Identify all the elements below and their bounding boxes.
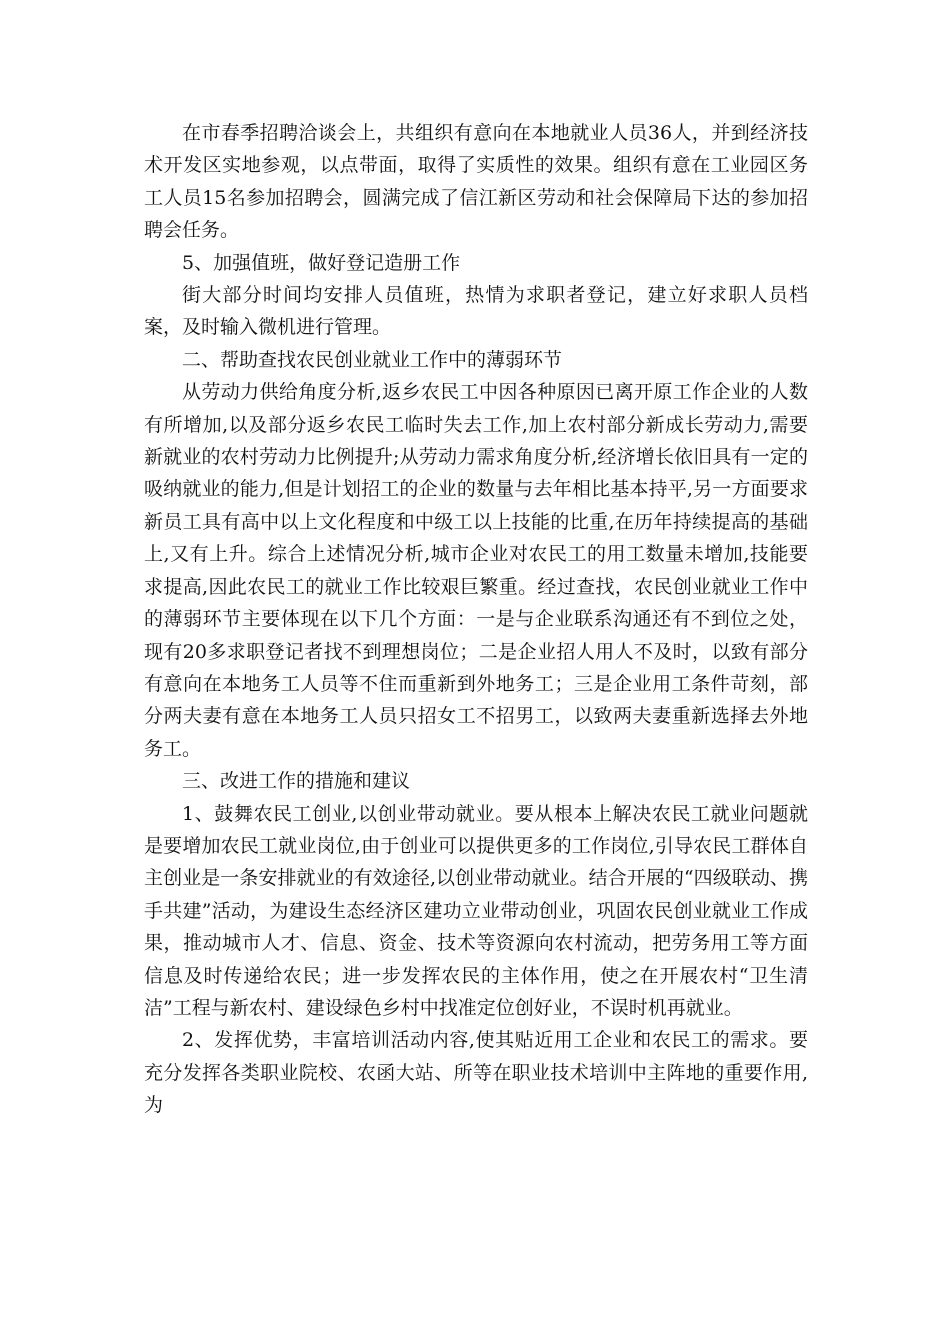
paragraph-recruitment-fair: 在市春季招聘洽谈会上，共组织有意向在本地就业人员36人，并到经济技术开发区实地参观，以点带面，取得了实质性的效果。组织有意在工业园区务工人员15名参加招聘会，圆满完成了信江新区劳动和社会保障局下达的参加招聘会任务。 (144, 122, 808, 242)
paragraph-training: 2、发挥优势，丰富培训活动内容,使其贴近用工企业和农民工的需求。要充分发挥各类职业院校、农函大站、所等在职业技术培训中主阵地的重要作用,为 (144, 1029, 808, 1117)
paragraph-duty-registration: 街大部分时间均安排人员值班，热情为求职者登记，建立好求职人员档案，及时输入微机进行管理。 (144, 284, 808, 339)
heading-section-three: 三、改进工作的措施和建议 (182, 770, 411, 793)
heading-section-two: 二、帮助查找农民创业就业工作中的薄弱环节 (182, 348, 563, 371)
paragraph-weak-links: 从劳动力供给角度分析,返乡农民工中因各种原因已离开原工作企业的人数有所增加,以及部分返乡农民工临时失去工作,加上农村部分新成长劳动力,需要新就业的农村劳动力比例提升;从劳动力需求角度分析,经济增长依旧具有一定的吸纳就业的能力,但是计划招工的企业的数量与去年相比基本持平,另一方面要求新员工具有高中以上文化程度和中级工以上技能的比重,在历年持续提高的基础上,又有上升。综合上述情况分析,城市企业对农民工的用工数量未增加,技能要求提高,因此农民工的就业工作比较艰巨繁重。经过查找，农民创业就业工作中的薄弱环节主要体现在以下几个方面：一是与企业联系沟通还有不到位之处，现有20多求职登记者找不到理想岗位；二是企业招人用人不及时，以致有部分有意向在本地务工人员等不住而重新到外地务工；三是企业用工条件苛刻，部分两夫妻有意在本地务工人员只招女工不招男工，以致两夫妻重新选择去外地务工。 (144, 381, 808, 760)
document-body (144, 117, 808, 1122)
paragraph-entrepreneurship: 1、鼓舞农民工创业,以创业带动就业。要从根本上解决农民工就业问题就是要增加农民工就业岗位,由于创业可以提供更多的工作岗位,引导农民工群体自主创业是一条安排就业的有效途径,以创业带动就业。结合开展的“四级联动、携手共建”活动，为建设生态经济区建功立业带动创业，巩固农民创业就业工作成果，推动城市人才、信息、资金、技术等资源向农村流动，把劳务用工等方面信息及时传递给农民；进一步发挥农民的主体作用，使之在开展农村“卫生清洁”工程与新农村、建设绿色乡村中找准定位创好业，不误时机再就业。 (144, 802, 808, 1019)
heading-duty-registration: 5、加强值班，做好登记造册工作 (182, 251, 461, 274)
